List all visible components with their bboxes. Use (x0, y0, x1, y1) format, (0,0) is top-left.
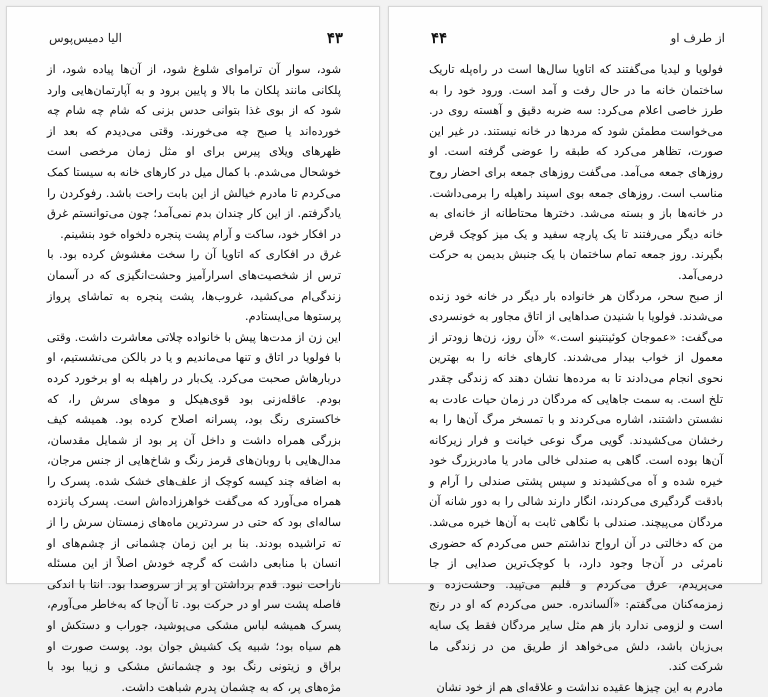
right-page-number: ۴۴ (431, 29, 448, 47)
left-page (6, 6, 380, 694)
paragraph: فولویا و لیدیا می‌گفتند که اتاویا سال‌ها است در راه‌پله تاریک ساختمان خانه ما در حال رفت و آمد است. ورود خود را به طرز خاصی اعلام می‌کرد: سه ضربه دقیق و آهسته روی در. می‌خواست مطمئن شود که مردها در خانه نیستند. در غیر این صورت، تظاهر می‌کرد که طبقه را عوضی گرفته است. او روزهای جمعه می‌آمد. می‌گفت روزهای جمعه برای احضار روح مناسب است. روزهای جمعه بوی اسپند راهپله را برمی‌داشت. در خانه‌ها باز و بسته می‌شد. دخترها محتاطانه از خانه‌ای به خانه دیگر می‌رفتند تا یک پارچه سفید و یک میز کوچک قرض بگیرند. روز جمعه تمام ساختمان با یک جنبش بدیمن به حرکت درمی‌آمد. (429, 62, 723, 282)
paragraph: از صبح سحر، مردگان هر خانواده بار دیگر در خانه خود زنده می‌شدند. فولویا با شنیدن صداهایی از اتاق مجاور به خونسردی می‌گفت: «عموجان کوئینتینو است.» «آن روز، زن‌ها زودتر از معمول از خواب بیدار می‌شدند. کارهای خانه را به بهترین نحوی انجام می‌دادند تا به مرده‌ها نشان دهند که زندگی چقدر تلخ است. به سمت جاهایی که مردگان در زمان حیات عادت به نشستن داشتند، اشاره می‌کردند و با تمسخر مرگ آن‌ها را به رخشان می‌کشیدند. گویی مرگ نوعی خیانت و فرار زیرکانه آن‌ها بوده است. گاهی به صندلی خالی مادر یا مادربزرگ خود خیره شده و آه می‌کشیدند و سپس پشتی صندلی را آرام و بادقت گردگیری می‌کردند، انگار دارند شالی را به دور شانه آن مردگان می‌پیچند. صندلی با نگاهی ثابت به آن‌ها خیره می‌شد. من که دخالتی در آن ارواح نداشتم حس می‌کردم که حضوری نامرئی در آن‌جا وجود دارد، با کوچک‌ترین صدایی از جا می‌پریدم، عرق می‌کردم و قلبم می‌تپید. وحشت‌زده و زمزمه‌کنان می‌گفتم: «آلساندره. حس می‌کردم که او در رنج است و لزومی ندارد باز هم مثل سایر مردگان فقط یک سایه بی‌زبان باشد، دلش می‌خواهد از طریق من در زندگی ما شرکت کند. (429, 288, 723, 674)
right-page-body (429, 59, 723, 697)
paragraph: شود، سوار آن تراموای شلوغ شود، از آن‌ها پیاده شود، از پلکانی مانند پلکان ما بالا و پایین برود و به آپارتمان‌هایی وارد شود که از بوی غذا بتوانی حدس بزنی که شام چه شام چه خورده‌اند یا صبح چه می‌خورند. وقتی می‌دیدم که بعد از ظهرهای ویلای پیرس برای او مثل زمان مرخصی است خوشحال می‌شدم. با کمال میل در کارهای خانه به سیستا کمک می‌کردم تا مادرم خیالش از این بابت راحت باشد. رفوکردن را یادگرفتم. از این کار چندان بدم نمی‌آمد؛ چون می‌توانستم غرق در افکار خود، ساکت و آرام پشت پنجره دلخواه خود بنشینم. (47, 62, 341, 241)
left-running-head: الیا دمیس‌پوس (49, 31, 122, 45)
paragraph: این زن از مدت‌ها پیش با خانواده چلاتی معاشرت داشت. وقتی با فولویا در اتاق و تنها می‌ماندیم و یا در بالکن می‌نشستیم، او دربارهاش صحبت می‌کرد. یک‌بار در راهپله به او برخورد کرده بودم. عاقله‌زنی بود قوی‌هیکل و موهای سرش را، که خاکستری رنگ بود، پسرانه اصلاح کرده بود. همیشه کیف بزرگی همراه داشت و داخل آن پر بود از شمایل مقدسان، مدال‌هایی با روبان‌های قرمز رنگ و شاخ‌هایی از جنس مرجان، به اضافه چند کیسه کوچک از علف‌های خشک شده. پسرک را همراه می‌آورد که می‌گفت خواهرزاده‌اش است. پسرک پانزده ساله‌ای بود که حتی در سردترین ماه‌های زمستان سرش را از ته تراشیده بودند. بنا بر این زمان چشمانی از چشم‌های او انسان با منابعی داشت که گرچه خودش اصلاً از این مسئله ناراحت نبود. قدم برداشتن او پر از سروصدا بود. انتا با اندکی فاصله پشت سر او در حرکت بود. تا آن‌جا که به‌خاطر می‌آورم، پسرک همیشه لباس مشکی می‌پوشید، جوراب و دستکش او هم سیاه بود؛ شبیه یک کشیش جوان بود. پوست صورت او براق و زیتونی رنگ بود و چشمانش مشکی و زیبا بود با مژه‌های پر، که به چشمان پدرم شباهت داشت. (47, 329, 341, 694)
left-page-body (47, 59, 341, 697)
right-running-head: از طرف او (670, 31, 725, 45)
right-page-header (431, 27, 725, 49)
paragraph: غرق در افکاری که اتاویا آن را سخت مغشوش کرده بود. با ترس از شخصیت‌های اسرارآمیز وحشت‌انگیزی که در آسمان زندگی‌ام می‌کشید، غروب‌ها، پشت پنجره به تماشای پرواز پرستوها می‌ایستادم. (47, 247, 341, 324)
right-page (388, 6, 762, 694)
left-page-number: ۴۳ (326, 29, 343, 47)
left-page-header (49, 27, 343, 49)
paragraph: مادرم به این چیزها عقیده نداشت و علاقه‌ای هم از خود نشان (436, 679, 723, 694)
